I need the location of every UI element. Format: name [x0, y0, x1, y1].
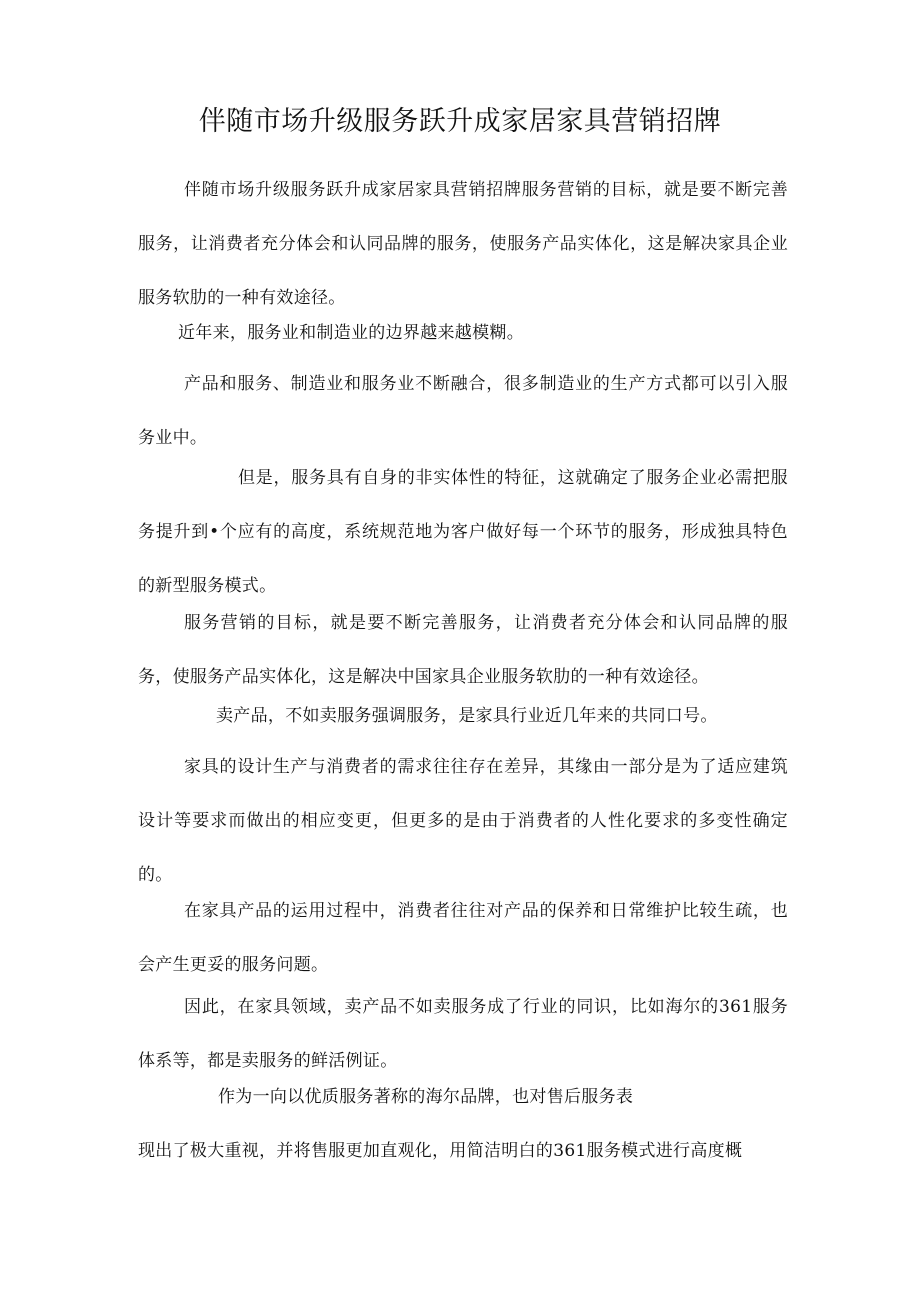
- paragraph-4: 但是，服务具有自身的非实体性的特征，这就确定了服务企业必需把服务提升到•个应有的高度，系统规范地为客户做好每一个环节的服务，形成独具特色的新型服务模式。: [138, 468, 788, 596]
- paragraph-9: 因此，在家具领域，卖产品不如卖服务成了行业的同识，比如海尔的361服务体系等，都是卖服务的鲜活例证。: [138, 997, 788, 1071]
- paragraph-11: 现出了极大重视，并将售服更加直观化，用简洁明白的361服务模式进行高度概: [138, 1141, 743, 1161]
- paragraph-2: 近年来，服务业和制造业的边界越来越模糊。: [178, 323, 524, 343]
- paragraph-5: 服务营销的目标，就是要不断完善服务，让消费者充分体会和认同品牌的服务，使服务产品实体化，这是解决中国家具企业服务软肋的一种有效途径。: [138, 613, 788, 687]
- paragraph-7: 家具的设计生产与消费者的需求往往存在差异，其缘由一部分是为了适应建筑设计等要求而做出的相应变更，但更多的是由于消费者的人性化要求的多变性确定的。: [138, 757, 788, 885]
- paragraph-6: 卖产品，不如卖服务强调服务，是家具行业近几年来的共同口号。: [216, 706, 718, 726]
- paragraph-8: 在家具产品的运用过程中，消费者往往对产品的保养和日常维护比较生疏，也会产生更妥的服务问题。: [138, 901, 788, 975]
- document-title: 伴随市场升级服务跃升成家居家具营销招牌: [198, 106, 722, 137]
- paragraph-3: 产品和服务、制造业和服务业不断融合，很多制造业的生产方式都可以引入服务业中。: [138, 374, 788, 448]
- paragraph-1: 伴随市场升级服务跃升成家居家具营销招牌服务营销的目标，就是要不断完善服务，让消费者充分体会和认同品牌的服务，使服务产品实体化，这是解决家具企业服务软肋的一种有效途径。: [138, 180, 788, 308]
- paragraph-10: 作为一向以优质服务著称的海尔品牌，也对售后服务表: [218, 1087, 634, 1107]
